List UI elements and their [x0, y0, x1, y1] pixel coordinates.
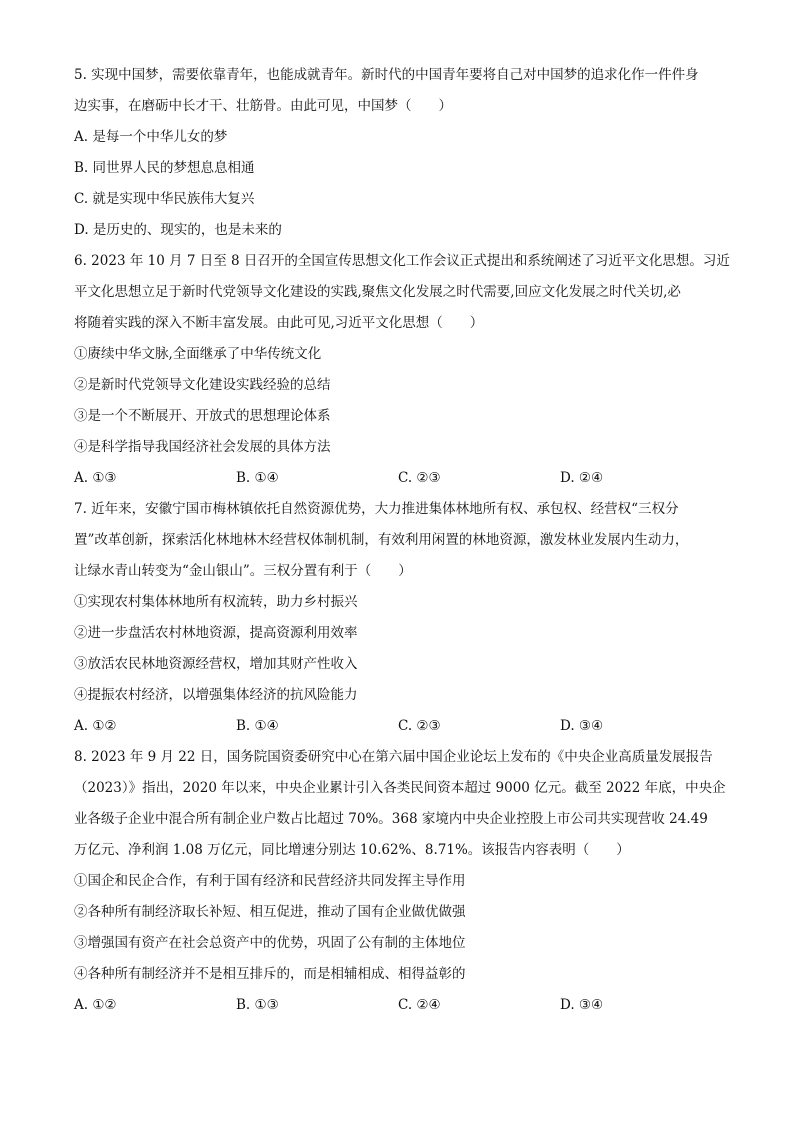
question-8 [74, 742, 724, 1021]
choice-a: A. ①② [74, 718, 117, 734]
choice-c: C. ②④ [398, 997, 441, 1013]
option-d: D. 是历史的、现实的，也是未来的 [74, 222, 282, 238]
statement-2: ②进一步盘活农村林地资源，提高资源利用效率 [74, 625, 358, 641]
statement-2: ②各种所有制经济取长补短、相互促进，推动了国有企业做优做强 [74, 904, 466, 920]
question-stem-line: 6. 2023 年 10 月 7 日至 8 日召开的全国宣传思想文化工作会议正式提出和系统阐述了习近平文化思想。习近 [74, 253, 730, 269]
choice-a: A. ①② [74, 997, 117, 1013]
choice-d: D. ②④ [560, 470, 604, 486]
question-stem-line: （2023）》指出，2020 年以来，中央企业累计引入各类民间资本超过 9000 亿元。截至 2022 年底，中央企 [74, 780, 726, 796]
answer-choices [74, 711, 724, 742]
answer-choices [74, 463, 724, 494]
statement-3: ③放活农民林地资源经营权，增加其财产性收入 [74, 656, 358, 672]
question-stem-line: 万亿元、净利润 1.08 万亿元，同比增速分别达 10.62%、8.71%。该报告内容表明（ ） [74, 842, 630, 858]
choice-a: A. ①③ [74, 470, 117, 486]
choice-b: B. ①④ [236, 718, 279, 734]
question-stem-line: 将随着实践的深入不断丰富发展。由此可见,习近平文化思想（ ） [74, 315, 484, 331]
question-stem-line: 平文化思想立足于新时代党领导文化建设的实践,聚焦文化发展之时代需要,回应文化发展之时代关切,必 [74, 284, 681, 300]
statement-1: ①国企和民企合作，有利于国有经济和民营经济共同发挥主导作用 [74, 873, 466, 889]
question-7 [74, 494, 724, 742]
statement-3: ③是一个不断展开、开放式的思想理论体系 [74, 408, 331, 424]
question-stem-line: 让绿水青山转变为“金山银山”。三权分置有利于（ ） [74, 563, 412, 579]
statement-3: ③增强国有资产在社会总资产中的优势，巩固了公有制的主体地位 [74, 935, 466, 951]
statement-4: ④是科学指导我国经济社会发展的具体方法 [74, 439, 331, 455]
option-c: C. 就是实现中华民族伟大复兴 [74, 191, 255, 207]
question-6 [74, 246, 730, 494]
question-stem-line: 8. 2023 年 9 月 22 日，国务院国资委研究中心在第六届中国企业论坛上发布的《中央企业高质量发展报告 [74, 749, 713, 765]
statement-2: ②是新时代党领导文化建设实践经验的总结 [74, 377, 331, 393]
choice-d: D. ③④ [560, 718, 604, 734]
question-stem-line: 业各级子企业中混合所有制企业户数占比超过 70%。368 家境内中央企业控股上市公司共实现营收 24.49 [74, 811, 708, 827]
choice-b: B. ①③ [236, 997, 279, 1013]
question-stem-line: 置”改革创新，探索活化林地林木经营权体制机制，有效利用闲置的林地资源，激发林业发展内生动力， [74, 532, 689, 548]
statement-4: ④各种所有制经济并不是相互排斥的，而是相辅相成、相得益彰的 [74, 966, 466, 982]
choice-b: B. ①④ [236, 470, 279, 486]
answer-choices [74, 990, 724, 1021]
statement-4: ④提振农村经济，以增强集体经济的抗风险能力 [74, 687, 358, 703]
statement-1: ①赓续中华文脉,全面继承了中华传统文化 [74, 346, 322, 362]
statement-1: ①实现农村集体林地所有权流转，助力乡村振兴 [74, 594, 358, 610]
choice-d: D. ③④ [560, 997, 604, 1013]
question-stem-line: 5. 实现中国梦，需要依靠青年，也能成就青年。新时代的中国青年要将自己对中国梦的追求化作一件件身 [74, 67, 699, 83]
option-b: B. 同世界人民的梦想息息相通 [74, 160, 255, 176]
exam-page [74, 60, 730, 1021]
question-stem-line: 边实事，在磨砺中长才干、壮筋骨。由此可见，中国梦（ ） [74, 98, 452, 114]
option-a: A. 是每一个中华儿女的梦 [74, 129, 228, 145]
question-5 [74, 60, 724, 246]
question-stem-line: 7. 近年来，安徽宁国市梅林镇依托自然资源优势，大力推进集体林地所有权、承包权、经营权“三权分 [74, 501, 679, 517]
choice-c: C. ②③ [398, 470, 441, 486]
choice-c: C. ②③ [398, 718, 441, 734]
